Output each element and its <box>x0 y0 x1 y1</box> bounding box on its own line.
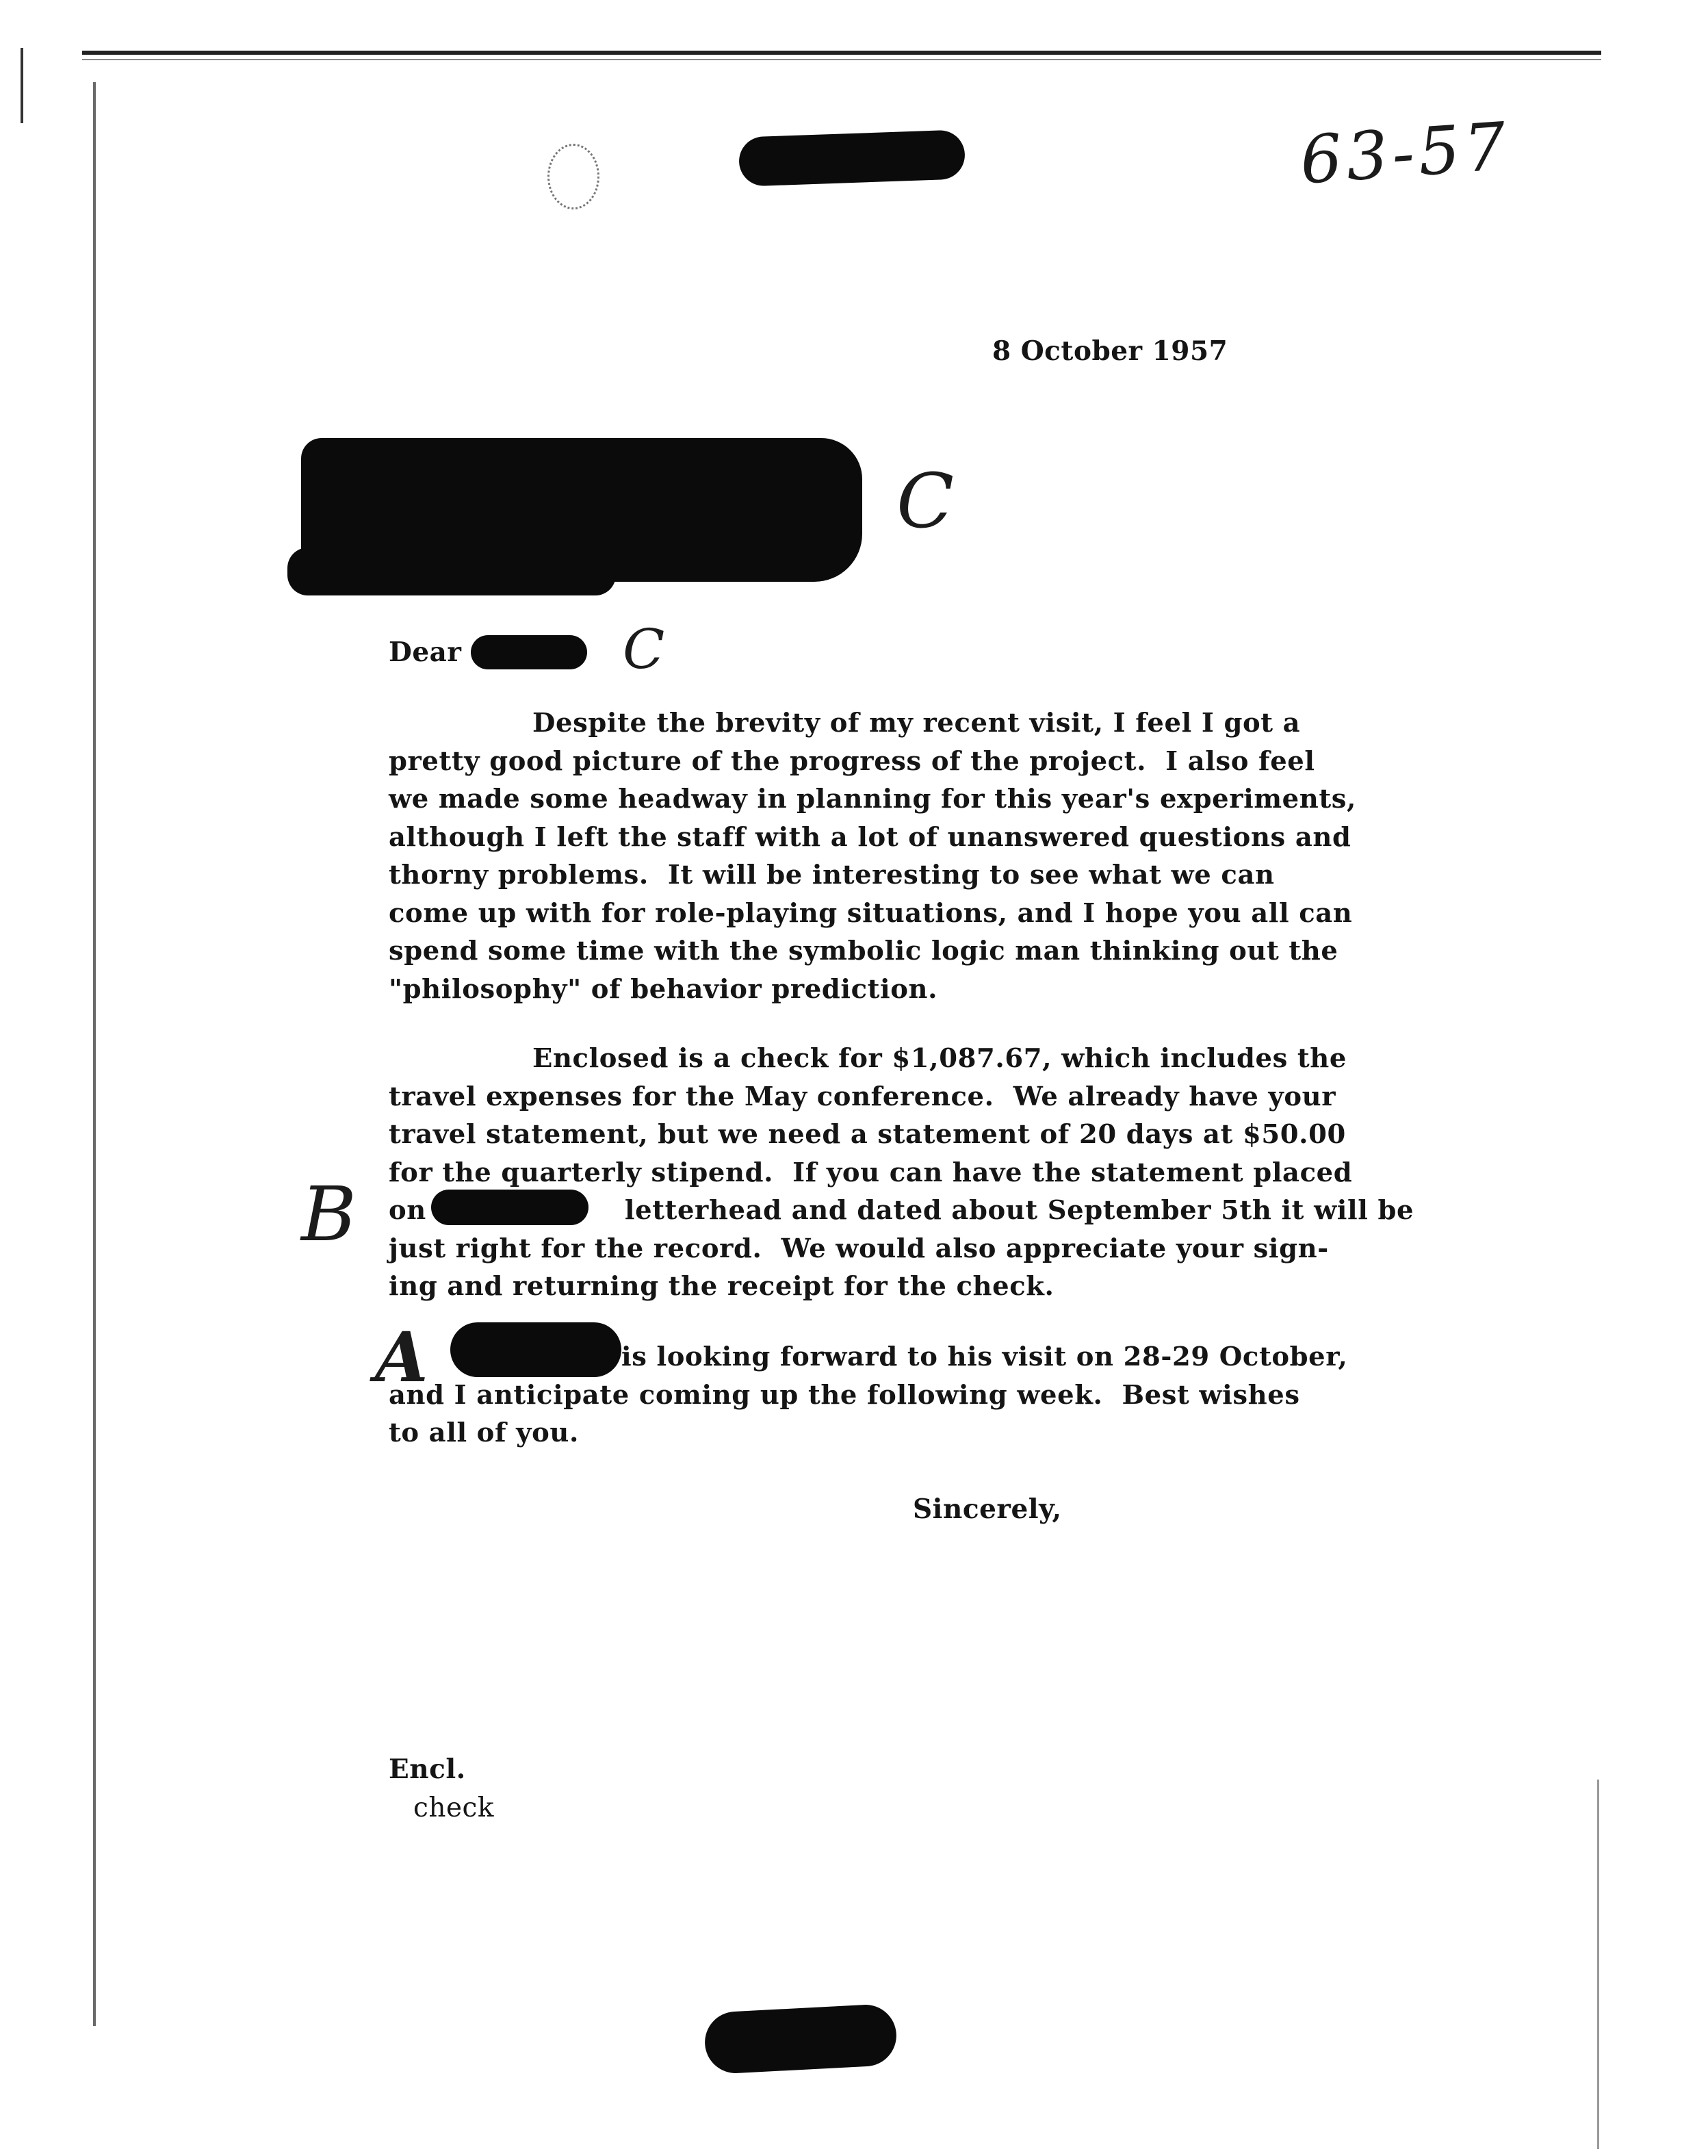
redaction-address-block-lower <box>287 548 616 595</box>
letter-date: 8 October 1957 <box>992 335 1228 367</box>
paragraph-2-line: ing and returning the receipt for the check. <box>389 1271 1054 1302</box>
paragraph-2-line: Enclosed is a check for $1,087.67, which includes the <box>532 1043 1347 1074</box>
closing: Sincerely, <box>913 1493 1062 1525</box>
scan-edge-left <box>93 82 96 2026</box>
faint-circle-mark <box>547 144 599 209</box>
paragraph-1-line: come up with for role-playing situations, and I hope you all can <box>389 897 1353 929</box>
paragraph-2-line: travel expenses for the May conference. We already have your <box>389 1081 1336 1112</box>
handwritten-mark-c-salutation: C <box>623 617 665 681</box>
paragraph-1 <box>389 704 1356 1008</box>
paragraph-1-line: pretty good picture of the progress of the project. I also feel <box>389 745 1315 777</box>
redaction-recipient-name <box>471 635 587 669</box>
paragraph-2-line: travel statement, but we need a statement of 20 days at $50.00 <box>389 1119 1346 1150</box>
paragraph-1-line: spend some time with the symbolic logic man thinking out the <box>389 936 1338 966</box>
paragraph-1-line: we made some headway in planning for this year's experiments, <box>389 784 1357 814</box>
handwritten-mark-a: A <box>375 1317 428 1398</box>
paragraph-2-line: for the quarterly stipend. If you can have the statement placed <box>389 1157 1353 1188</box>
paragraph-3-line: is looking forward to his visit on 28-29 October, <box>621 1342 1348 1372</box>
paragraph-2-line: on letterhead and dated about September 5th it will be <box>389 1195 1414 1226</box>
redaction-organization-name <box>431 1190 588 1225</box>
scan-edge-left-mark <box>21 48 23 123</box>
handwritten-document-code: 63-57 <box>1297 107 1513 199</box>
redaction-footer <box>703 2003 898 2075</box>
scan-edge-top-secondary <box>82 59 1601 60</box>
enclosure-item: check <box>413 1793 495 1823</box>
paragraph-1-line: thorny problems. It will be interesting to see what we can <box>389 860 1275 890</box>
paragraph-2 <box>389 1040 1414 1306</box>
paragraph-3-line: and I anticipate coming up the following week. Best wishes <box>389 1379 1300 1411</box>
scan-edge-right <box>1597 1780 1599 2149</box>
redaction-person-name <box>450 1322 621 1377</box>
handwritten-mark-c-address: C <box>896 457 955 545</box>
enclosure-label: Encl. <box>389 1754 466 1785</box>
paragraph-3-line: to all of you. <box>389 1417 579 1448</box>
scan-edge-top <box>82 51 1601 55</box>
handwritten-mark-b: B <box>301 1170 357 1258</box>
salutation: Dear <box>389 637 462 668</box>
paragraph-1-line: "philosophy" of behavior prediction. <box>389 973 938 1005</box>
redaction-header <box>738 129 966 186</box>
paragraph-1-line: although I left the staff with a lot of unanswered questions and <box>389 821 1351 853</box>
paragraph-2-line: just right for the record. We would also appreciate your sign- <box>389 1233 1329 1264</box>
paragraph-1-line: Despite the brevity of my recent visit, I feel I got a <box>532 708 1301 739</box>
